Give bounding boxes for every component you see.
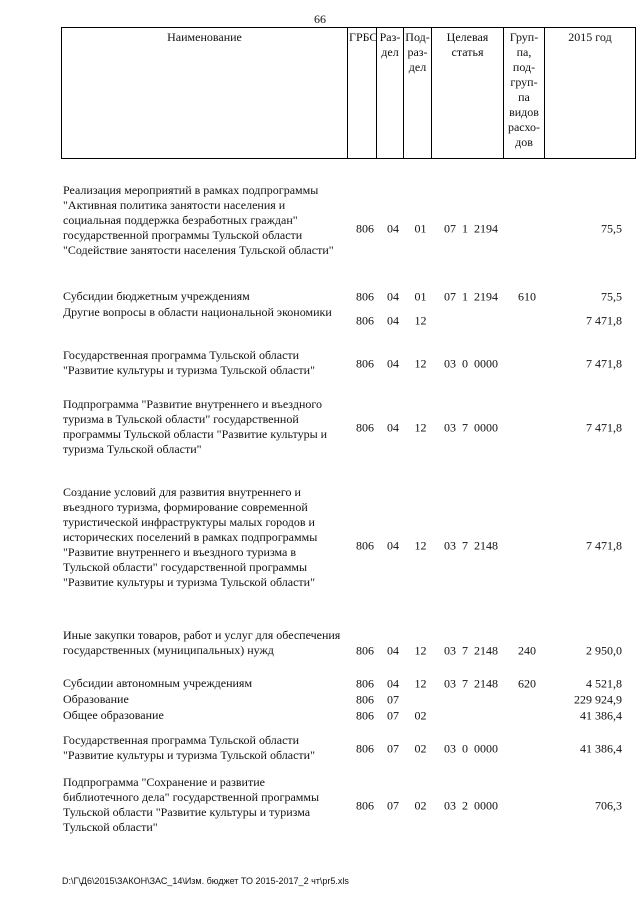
row-grbs: 806: [356, 538, 374, 553]
row-name: Субсидии автономным учреждениям: [63, 676, 253, 690]
row-celevaya: 07 1 2194: [444, 289, 498, 304]
row-celevaya: 03 7 0000: [444, 420, 498, 435]
row-celevaya: 07 1 2194: [444, 221, 498, 236]
row-podrazdel: 01: [414, 289, 427, 304]
table-row: [0, 733, 640, 764]
row-gruppa: 610: [518, 289, 536, 304]
row-grbs: 806: [356, 676, 374, 691]
row-razdel: 04: [387, 420, 399, 435]
row-name: Государственная программа Тульской области "Развитие культуры и туризма Тульской области": [63, 733, 315, 762]
row-razdel: 04: [387, 643, 399, 658]
row-value: 2 950,0: [586, 643, 622, 658]
row-value: 7 471,8: [586, 313, 622, 327]
row-podrazdel: 12: [414, 313, 427, 327]
table-row: [0, 305, 640, 336]
row-razdel: 04: [387, 221, 399, 236]
row-value: 75,5: [601, 221, 622, 236]
row-grbs: 806: [356, 356, 374, 370]
row-razdel: 07: [387, 708, 399, 723]
row-celevaya: 03 7 2148: [444, 643, 498, 658]
row-grbs: 806: [356, 643, 374, 658]
page-number: 66: [314, 12, 326, 26]
row-grbs: 806: [356, 741, 374, 755]
row-name: Подпрограмма "Развитие внутреннего и въездного туризма в Тульской области" государственной программы Тульской области "Развитие культуры и туризма Тульской области": [63, 397, 328, 456]
row-grbs: 806: [356, 289, 374, 304]
row-value: 7 471,8: [586, 356, 622, 370]
row-value: 4 521,8: [586, 676, 622, 691]
row-gruppa: 240: [518, 643, 536, 658]
table-row: [0, 692, 640, 708]
row-grbs: 806: [356, 798, 374, 813]
row-razdel: 04: [387, 289, 399, 304]
row-name: Создание условий для развития внутреннего и въездного туризма, формирование современной туристической инфраструктуры малых городов и исторических поселений в рамках подпрограммы "Развитие внутреннего и въездного туризма в Тульской области" государственной программы "Развитие культуры и туризма Тульской области": [63, 485, 318, 589]
row-name: Общее образование: [63, 708, 164, 722]
table-row: [0, 628, 640, 674]
table-row: [0, 676, 640, 692]
header-podrazdel: Под- раз- дел: [404, 28, 432, 159]
row-value: 41 386,4: [580, 741, 622, 755]
row-celevaya: 03 0 0000: [444, 741, 498, 755]
row-podrazdel: 12: [414, 538, 427, 553]
row-grbs: 806: [356, 221, 374, 236]
row-value: 7 471,8: [586, 538, 622, 553]
row-grbs: 806: [356, 420, 374, 435]
header-name: Наименование: [62, 28, 348, 159]
row-name: Реализация мероприятий в рамках подпрограммы "Активная политика занятости населения и социальная поддержка безработных граждан" государственной программы Тульской области "Содействие занятости населения Тульской области": [63, 183, 334, 257]
row-podrazdel: 02: [414, 798, 427, 813]
row-podrazdel: 02: [414, 708, 427, 723]
row-grbs: 806: [356, 708, 374, 723]
table-row: [0, 708, 640, 724]
row-celevaya: 03 7 2148: [444, 538, 498, 553]
header-gruppa: Груп- па, под- груп- па видов расхо- дов: [504, 28, 545, 159]
row-razdel: 07: [387, 692, 399, 707]
row-razdel: 04: [387, 538, 399, 553]
row-name: Субсидии бюджетным учреждениям: [63, 289, 250, 303]
row-gruppa: 620: [518, 676, 536, 691]
row-value: 7 471,8: [586, 420, 622, 435]
row-value: 75,5: [601, 289, 622, 304]
row-name: Государственная программа Тульской области "Развитие культуры и туризма Тульской области": [63, 348, 315, 377]
row-celevaya: 03 0 0000: [444, 356, 498, 370]
row-razdel: 04: [387, 676, 399, 691]
table-row: [0, 348, 640, 379]
row-podrazdel: 12: [414, 676, 427, 691]
row-value: 41 386,4: [580, 708, 622, 723]
header-razdel: Раз- дел: [377, 28, 404, 159]
table-row: [0, 289, 640, 305]
row-name: Подпрограмма "Сохранение и развитие библиотечного дела" государственной программы Тульской области "Развитие культуры и туризма Тульской области": [63, 775, 320, 834]
row-podrazdel: 12: [414, 356, 427, 370]
table-row: [0, 485, 640, 607]
row-razdel: 07: [387, 741, 399, 755]
file-path-footer: D:\Г\Д6\2015\ЗАКОН\ЗАС_14\Изм. бюджет ТО 2015-2017_2 чт\pr5.xls: [62, 876, 349, 886]
row-name: Образование: [63, 692, 129, 706]
row-value: 706,3: [595, 798, 622, 813]
row-name: Иные закупки товаров, работ и услуг для обеспечения государственных (муниципальных) нужд: [63, 628, 341, 657]
row-celevaya: 03 2 0000: [444, 798, 498, 813]
row-name: Другие вопросы в области национальной экономики: [63, 305, 332, 319]
row-grbs: 806: [356, 313, 374, 327]
row-podrazdel: 12: [414, 420, 427, 435]
table-row: [0, 183, 640, 275]
row-razdel: 07: [387, 798, 399, 813]
header-grbs: ГРБС: [348, 28, 377, 159]
header-celevaya: Целевая статья: [432, 28, 504, 159]
row-podrazdel: 12: [414, 643, 427, 658]
row-celevaya: 03 7 2148: [444, 676, 498, 691]
table-row: [0, 775, 640, 837]
row-grbs: 806: [356, 692, 374, 707]
row-podrazdel: 01: [414, 221, 427, 236]
row-razdel: 04: [387, 313, 399, 327]
row-value: 229 924,9: [574, 692, 622, 707]
table-row: [0, 397, 640, 459]
row-podrazdel: 02: [414, 741, 427, 755]
row-razdel: 04: [387, 356, 399, 370]
header-year: 2015 год: [545, 28, 636, 159]
